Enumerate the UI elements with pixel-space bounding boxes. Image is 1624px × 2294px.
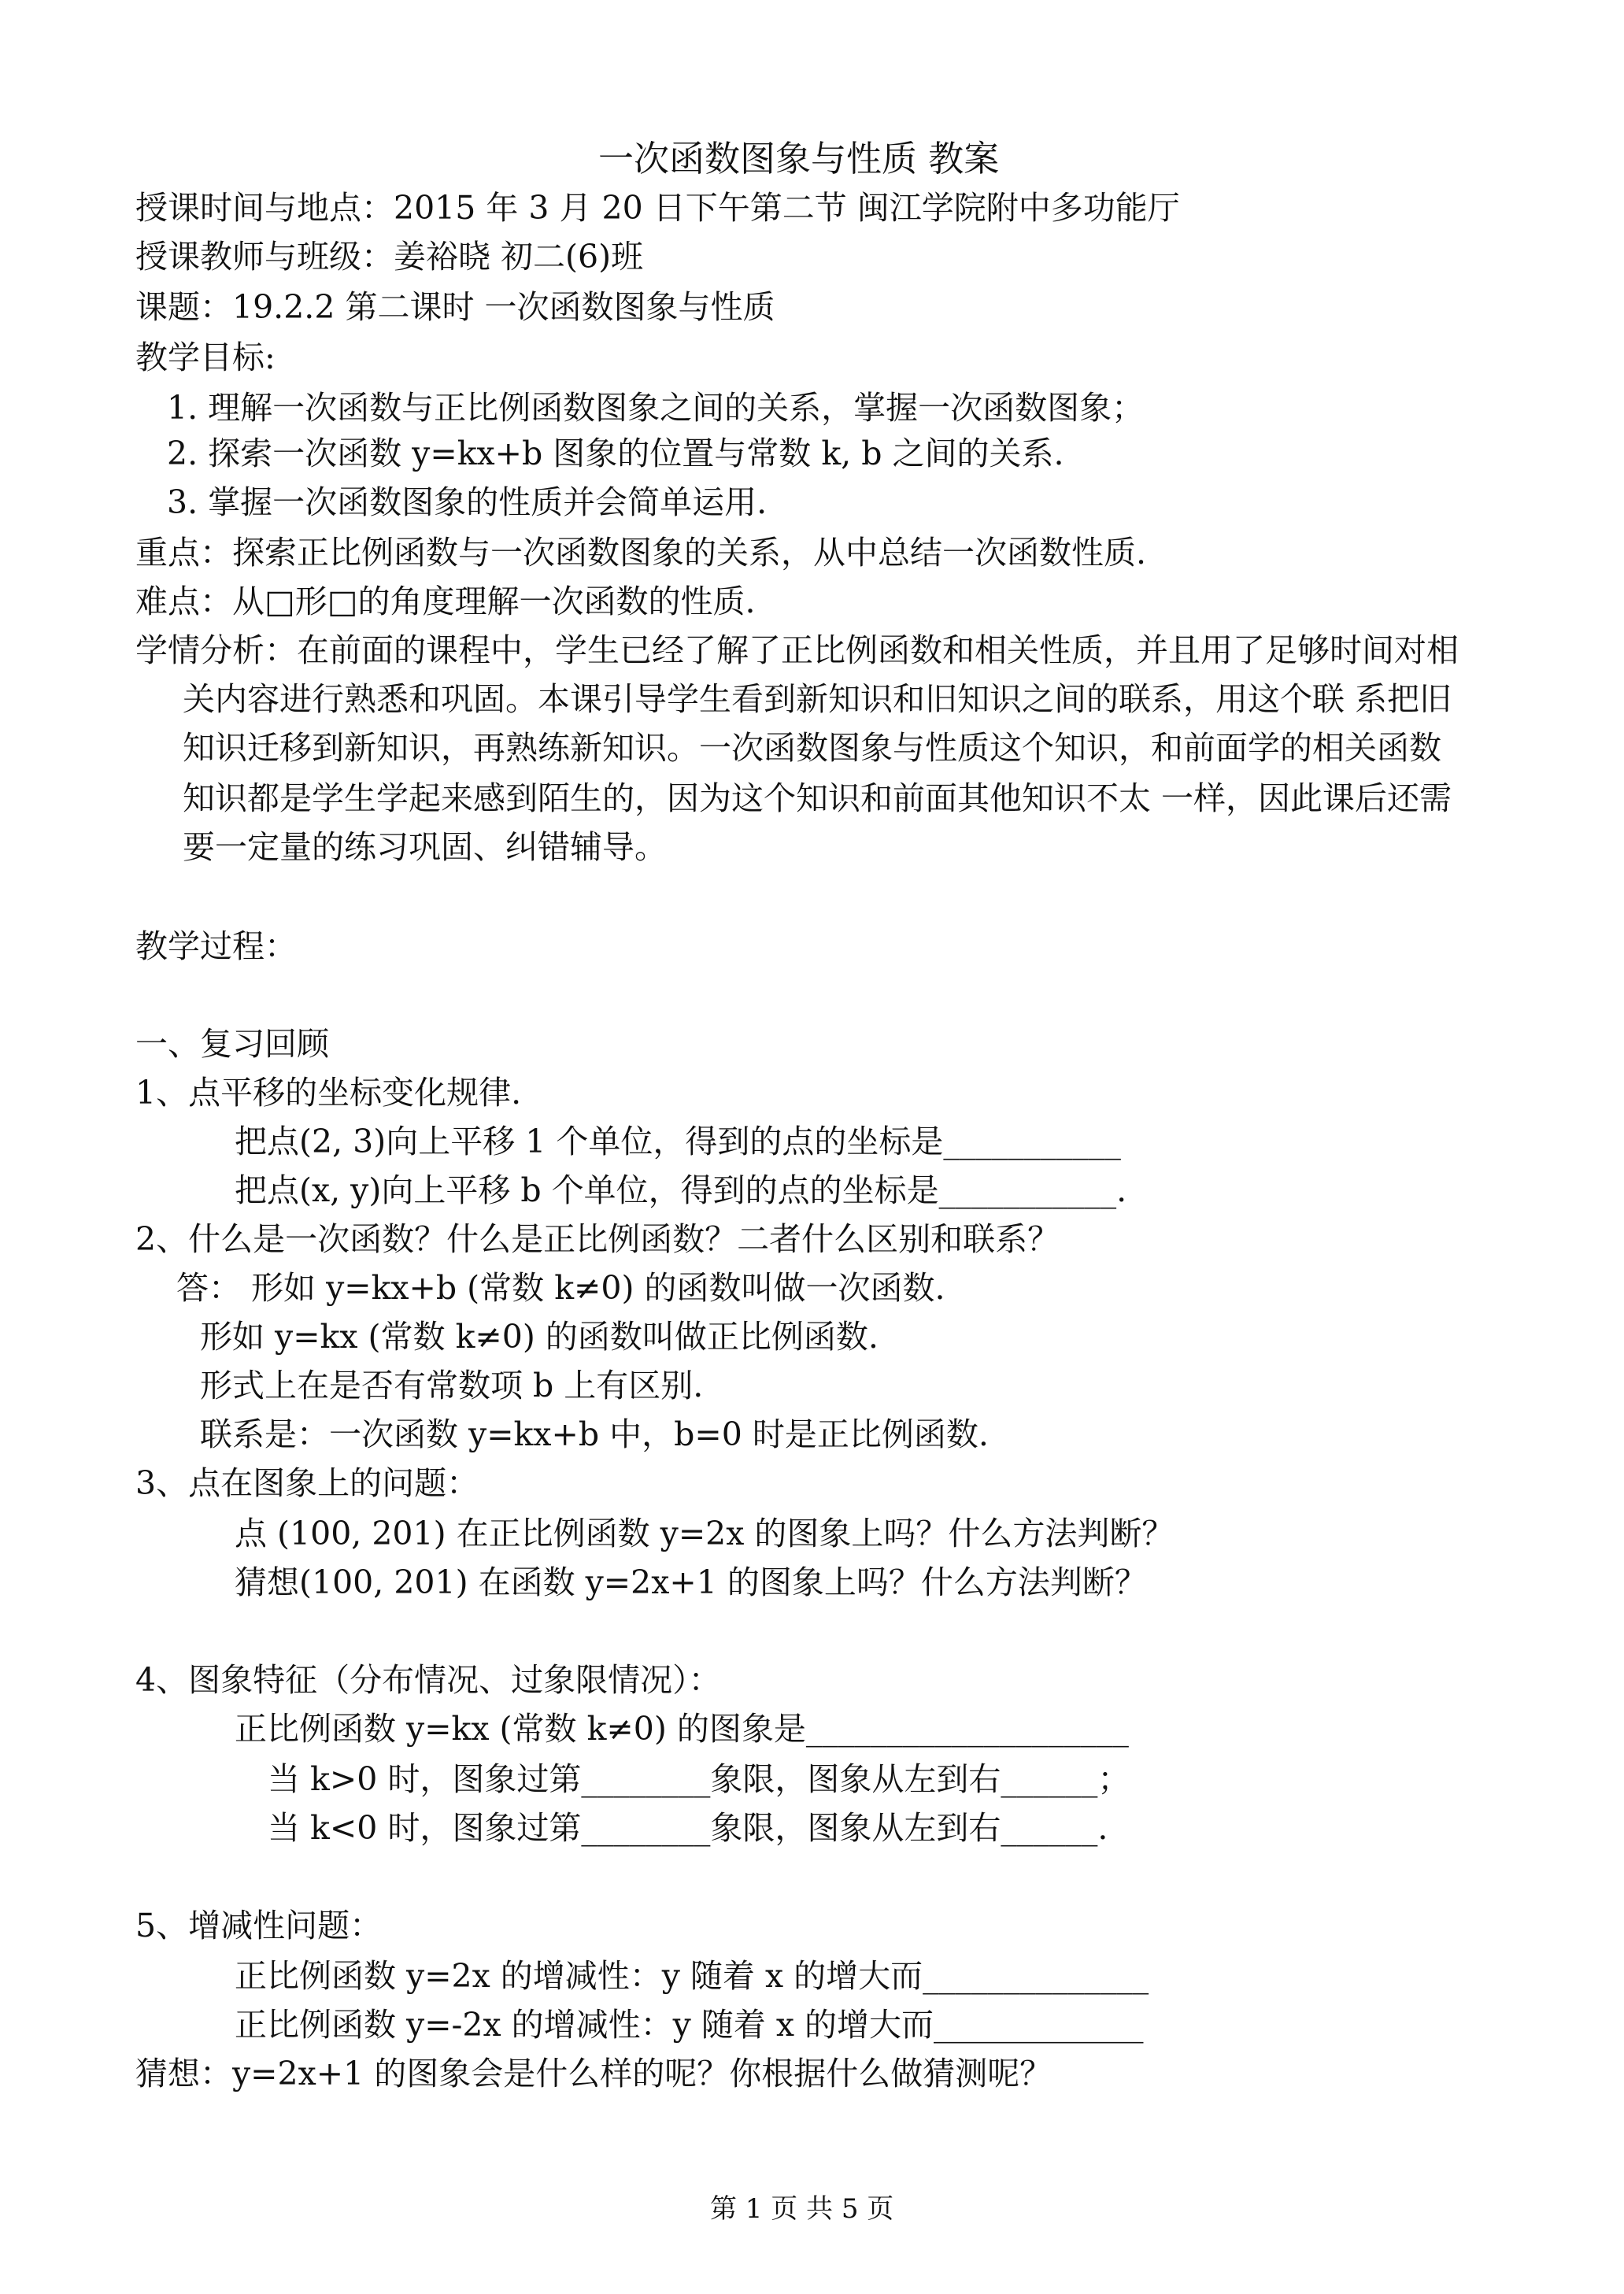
page-footer: 第 1 页 共 5 页 [710, 2193, 894, 2225]
teacher-class-line: 授课教师与班级：姜裕晓 初二(6)班 [135, 238, 644, 276]
objective-item: 3. 掌握一次函数图象的性质并会简单运用. [167, 483, 768, 521]
question-heading: 5、增减性问题： [135, 1907, 383, 1944]
analysis-line: 要一定量的练习巩固、纠错辅导。 [183, 828, 667, 866]
question-line: 当 k<0 时，图象过第________象限，图象从左到右______. [268, 1809, 1108, 1847]
analysis-line: 知识迁移到新知识，再熟练新知识。一次函数图象与性质这个知识，和前面学的相关函数 [183, 729, 1441, 767]
question-heading: 4、图象特征（分布情况、过象限情况）： [135, 1661, 721, 1699]
question-line: 正比例函数 y=kx (常数 k≠0) 的图象是____________________ [235, 1710, 1129, 1748]
question-heading: 2、什么是一次函数？什么是正比例函数？二者什么区别和联系？ [135, 1220, 1060, 1258]
question-line: 把点(2, 3)向上平移 1 个单位，得到的点的坐标是___________ [235, 1123, 1121, 1160]
question-line: 正比例函数 y=2x 的增减性：y 随着 x 的增大而______________ [235, 1957, 1149, 1995]
answer-line: 联系是：一次函数 y=kx+b 中，b=0 时是正比例函数. [200, 1415, 989, 1453]
answer-line: 答： 形如 y=kx+b (常数 k≠0) 的函数叫做一次函数. [176, 1269, 945, 1307]
analysis-line: 学情分析：在前面的课程中，学生已经了解了正比例函数和相关性质，并且用了足够时间对相 [135, 631, 1459, 669]
section-heading: 一、复习回顾 [135, 1025, 329, 1063]
analysis-line: 知识都是学生学起来感到陌生的，因为这个知识和前面其他知识不太 一样，因此课后还需 [183, 779, 1452, 817]
question-line: 点 (100, 201) 在正比例函数 y=2x 的图象上吗？什么方法判断？ [235, 1515, 1175, 1552]
question-line: 正比例函数 y=-2x 的增减性：y 随着 x 的增大而_____________ [235, 2006, 1144, 2044]
time-place-line: 授课时间与地点：2015 年 3 月 20 日下午第二节 闽江学院附中多功能厅 [135, 189, 1180, 227]
topic-line: 课题：19.2.2 第二课时 一次函数图象与性质 [135, 288, 775, 326]
question-heading: 1、点平移的坐标变化规律. [135, 1074, 522, 1112]
question-line: 猜想(100, 201) 在函数 y=2x+1 的图象上吗？什么方法判断？ [235, 1563, 1147, 1601]
objective-item: 2. 探索一次函数 y=kx+b 图象的位置与常数 k, b 之间的关系. [167, 435, 1064, 472]
question-line: 当 k>0 时，图象过第________象限，图象从左到右______； [268, 1760, 1130, 1798]
answer-line: 形式上在是否有常数项 b 上有区别. [200, 1367, 704, 1404]
key-point-line: 重点：探索正比例函数与一次函数图象的关系，从中总结一次函数性质. [135, 534, 1147, 572]
guess-line: 猜想：y=2x+1 的图象会是什么样的呢？你根据什么做猜测呢？ [135, 2055, 1052, 2092]
objective-item: 1. 理解一次函数与正比例函数图象之间的关系，掌握一次函数图象； [167, 389, 1145, 427]
answer-line: 形如 y=kx (常数 k≠0) 的函数叫做正比例函数. [200, 1318, 879, 1356]
question-heading: 3、点在图象上的问题： [135, 1464, 479, 1502]
process-heading: 教学过程： [135, 927, 297, 965]
question-line: 把点(x, y)向上平移 b 个单位，得到的点的坐标是___________. [235, 1171, 1127, 1209]
analysis-line: 关内容进行熟悉和巩固。本课引导学生看到新知识和旧知识之间的联系，用这个联 系把旧 [183, 680, 1452, 718]
objectives-heading: 教学目标: [135, 339, 276, 376]
page-title: 一次函数图象与性质 教案 [598, 138, 1000, 179]
difficulty-line: 难点：从□形□的角度理解一次函数的性质. [135, 583, 756, 620]
